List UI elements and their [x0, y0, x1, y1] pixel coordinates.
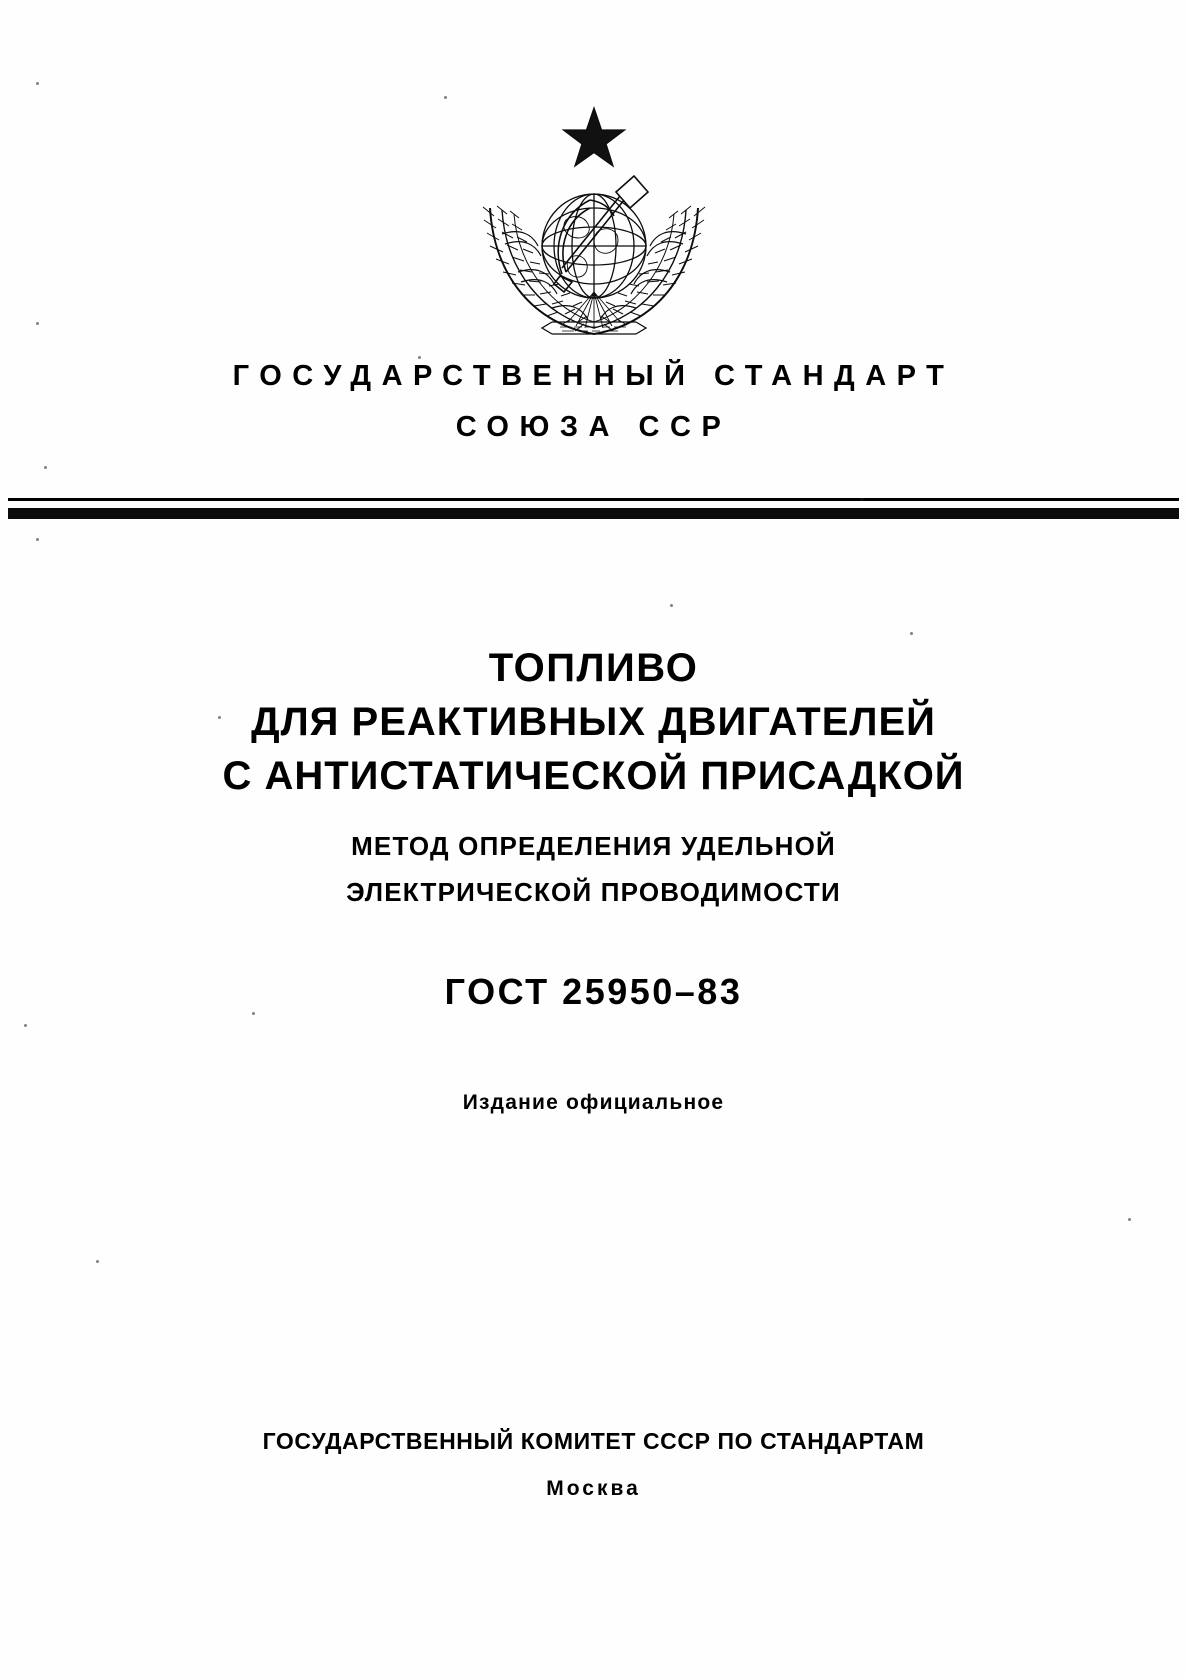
publisher-city: Москва — [546, 1477, 641, 1500]
scan-speck — [218, 716, 221, 719]
scan-speck — [860, 498, 864, 501]
divider-thin — [8, 498, 1179, 501]
subtitle-line-1: МЕТОД ОПРЕДЕЛЕНИЯ УДЕЛЬНОЙ — [351, 831, 836, 861]
emblem-container — [0, 96, 1187, 341]
scan-speck — [444, 96, 447, 99]
scan-speck — [36, 82, 39, 85]
scan-speck — [96, 1260, 99, 1263]
standard-header — [0, 360, 1187, 444]
scan-speck — [252, 1012, 255, 1015]
scan-speck — [36, 322, 39, 325]
scan-speck — [418, 356, 421, 359]
page-title-line-1: ТОПЛИВО — [488, 646, 699, 690]
scan-speck — [36, 538, 39, 541]
scan-speck — [44, 466, 47, 469]
header-line-2: СОЮЗА ССР — [455, 411, 732, 443]
scan-speck — [910, 632, 913, 635]
scan-speck — [24, 1024, 27, 1027]
page-title-line-3: С АНТИСТАТИЧЕСКОЙ ПРИСАДКОЙ — [222, 754, 965, 798]
divider-thick — [8, 508, 1179, 519]
scan-speck — [1128, 1218, 1131, 1221]
subtitle-block — [0, 824, 1187, 915]
title-block — [0, 648, 1187, 1115]
publisher-committee: ГОСУДАРСТВЕННЫЙ КОМИТЕТ СССР ПО СТАНДАРТАМ — [262, 1428, 925, 1454]
footer-block — [0, 1428, 1187, 1501]
scan-speck — [670, 604, 673, 607]
header-line-1: ГОСУДАРСТВЕННЫЙ СТАНДАРТ — [232, 360, 955, 392]
edition-note: Издание официальное — [462, 1091, 725, 1114]
subtitle-line-2: ЭЛЕКТРИЧЕСКОЙ ПРОВОДИМОСТИ — [346, 876, 841, 907]
page-title-line-2: ДЛЯ РЕАКТИВНЫХ ДВИГАТЕЛЕЙ — [251, 700, 936, 744]
soviet-state-emblem-icon — [474, 96, 714, 341]
standard-number: ГОСТ 25950–83 — [444, 971, 743, 1012]
